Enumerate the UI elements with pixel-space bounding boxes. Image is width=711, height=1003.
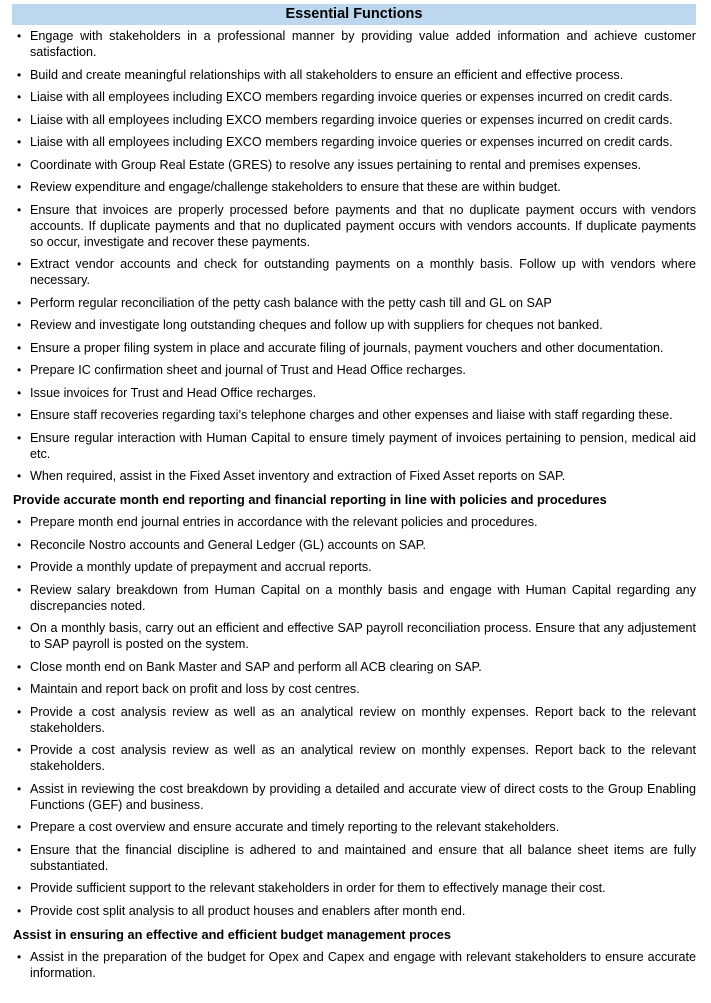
bullet-icon: • [17, 820, 22, 834]
section-subheading: Provide accurate month end reporting and financial reporting in line with policies and procedures [13, 492, 607, 507]
bullet-icon: • [17, 704, 22, 719]
list-item [12, 903, 696, 919]
list-item-text: Reconcile Nostro accounts and General Ledger (GL) accounts on SAP. [30, 537, 426, 552]
list-item [12, 28, 696, 60]
list-item-text: Liaise with all employees including EXCO members regarding invoice queries or expenses incurred on credit cards. [30, 90, 673, 104]
list-item [12, 781, 696, 813]
bullet-icon: • [17, 408, 22, 422]
bullet-icon: • [17, 430, 22, 445]
list-item-text: On a monthly basis, carry out an efficient and effective SAP payroll reconciliation process. Ensure that any adjustement to SAP payroll is posted on the system. [30, 621, 696, 651]
list-item [12, 819, 696, 835]
list-item-text: Ensure staff recoveries regarding taxi’s telephone charges and other expenses and liaise with staff regarding these. [30, 408, 673, 422]
list-item-text: Provide a monthly update of prepayment and accrual reports. [30, 560, 372, 574]
section-header-essential-functions: Essential Functions [12, 4, 696, 25]
bullet-icon: • [17, 363, 22, 377]
bullet-icon: • [17, 949, 22, 964]
list-item [12, 362, 696, 378]
list-item [12, 340, 696, 356]
list-item-text: Close month end on Bank Master and SAP and perform all ACB clearing on SAP. [30, 659, 482, 674]
list-item-text: Ensure that invoices are properly processed before payments and that no duplicate payment occurs with vendors accounts. If duplicate payments and that no duplicated payment occurs with vendors accounts. If duplicate payments so occur, investigate and recover these payments. [30, 202, 696, 249]
list-item-text: Liaise with all employees including EXCO members regarding invoice queries or expenses incurred on credit cards. [30, 112, 673, 127]
list-item [12, 317, 696, 333]
list-item-text: Ensure regular interaction with Human Capital to ensure timely payment of invoices pertaining to pension, medical aid etc. [30, 430, 696, 461]
list-item-text: Assist in reviewing the cost breakdown by providing a detailed and accurate view of direct costs to the Group Enabling Functions (GEF) and business. [30, 781, 696, 812]
bullet-icon: • [17, 295, 22, 310]
bullet-icon: • [17, 743, 22, 757]
bullet-icon: • [17, 469, 22, 483]
list-item-text: Review and investigate long outstanding cheques and follow up with suppliers for cheques not banked. [30, 318, 603, 332]
list-item-text: Assist in the preparation of the budget for Opex and Capex and engage with relevant stakeholders to ensure accurate information. [30, 949, 696, 980]
list-item-text: When required, assist in the Fixed Asset inventory and extraction of Fixed Asset reports on SAP. [30, 469, 566, 483]
document-page [12, 4, 696, 987]
bullet-icon: • [17, 881, 22, 895]
list-item-text: Ensure a proper filing system in place and accurate filing of journals, payment vouchers and other documentation. [30, 340, 664, 355]
list-item [12, 202, 696, 250]
bullet-icon: • [17, 180, 22, 194]
bullet-list [12, 949, 696, 981]
bullet-icon: • [17, 659, 22, 674]
bullet-icon: • [17, 202, 22, 217]
bullet-icon: • [17, 112, 22, 127]
bullet-icon: • [17, 67, 22, 82]
list-item [12, 659, 696, 675]
list-item-text: Provide cost split analysis to all product houses and enablers after month end. [30, 903, 466, 918]
list-item-text: Perform regular reconciliation of the petty cash balance with the petty cash till and GL on SAP [30, 295, 552, 310]
bullet-icon: • [17, 135, 22, 149]
list-item-text: Issue invoices for Trust and Head Office recharges. [30, 385, 317, 400]
list-item-text: Provide a cost analysis review as well as an analytical review on monthly expenses. Report back to the relevant stakeholders. [30, 704, 696, 735]
bullet-icon: • [17, 340, 22, 355]
list-item [12, 537, 696, 553]
list-item-text: Ensure that the financial discipline is adhered to and maintained and ensure that all balance sheet items are fully substantiated. [30, 842, 696, 873]
bullet-icon: • [17, 515, 22, 529]
bullet-icon: • [17, 582, 22, 597]
bullet-icon: • [17, 621, 22, 635]
document-content [12, 28, 696, 981]
bullet-icon: • [17, 29, 22, 43]
bullet-icon: • [17, 781, 22, 796]
list-item-text: Prepare a cost overview and ensure accurate and timely reporting to the relevant stakeholders. [30, 820, 560, 834]
list-item [12, 880, 696, 896]
list-item-text: Build and create meaningful relationships with all stakeholders to ensure an efficient and effective process. [30, 67, 624, 82]
list-item [12, 742, 696, 774]
bullet-icon: • [17, 560, 22, 574]
section-subheading: Assist in ensuring an effective and efficient budget management proces [13, 926, 452, 942]
list-item [12, 842, 696, 874]
bullet-icon: • [17, 903, 22, 918]
list-item-text: Provide a cost analysis review as well as an analytical review on monthly expenses. Report back to the relevant stakeholders. [30, 743, 696, 773]
list-item-text: Extract vendor accounts and check for outstanding payments on a monthly basis. Follow up with vendors where necessary. [30, 257, 696, 287]
list-item [12, 559, 696, 575]
list-item [12, 514, 696, 530]
list-item [12, 620, 696, 652]
list-item [12, 582, 696, 614]
list-item-text: Liaise with all employees including EXCO members regarding invoice queries or expenses incurred on credit cards. [30, 135, 673, 149]
bullet-icon: • [17, 537, 22, 552]
list-item-text: Prepare month end journal entries in accordance with the relevant policies and procedures. [30, 515, 538, 529]
list-item [12, 468, 696, 484]
list-item [12, 89, 696, 105]
bullet-icon: • [17, 157, 22, 172]
bullet-list [12, 514, 696, 919]
list-item-text: Engage with stakeholders in a professional manner by providing value added information and achieve customer satisfaction. [30, 29, 696, 59]
list-item [12, 157, 696, 173]
list-item [12, 949, 696, 981]
list-item [12, 256, 696, 288]
bullet-list [12, 28, 696, 484]
list-item [12, 430, 696, 462]
bullet-icon: • [17, 385, 22, 400]
bullet-icon: • [17, 90, 22, 104]
list-item-text: Maintain and report back on profit and loss by cost centres. [30, 682, 360, 696]
list-item-text: Provide sufficient support to the relevant stakeholders in order for them to effectively manage their cost. [30, 881, 606, 895]
list-item [12, 179, 696, 195]
list-item-text: Coordinate with Group Real Estate (GRES) to resolve any issues pertaining to rental and premises expenses. [30, 157, 642, 172]
list-item [12, 295, 696, 311]
list-item-text: Review salary breakdown from Human Capital on a monthly basis and engage with Human Capital regarding any discrepancies noted. [30, 582, 696, 613]
list-item [12, 681, 696, 697]
list-item [12, 704, 696, 736]
list-item [12, 67, 696, 83]
bullet-icon: • [17, 318, 22, 332]
list-item [12, 112, 696, 128]
list-item [12, 385, 696, 401]
list-item-text: Prepare IC confirmation sheet and journal of Trust and Head Office recharges. [30, 363, 466, 377]
bullet-icon: • [17, 682, 22, 696]
bullet-icon: • [17, 842, 22, 857]
list-item-text: Review expenditure and engage/challenge stakeholders to ensure that these are within budget. [30, 180, 561, 194]
bullet-icon: • [17, 257, 22, 271]
list-item [12, 134, 696, 150]
list-item [12, 407, 696, 423]
